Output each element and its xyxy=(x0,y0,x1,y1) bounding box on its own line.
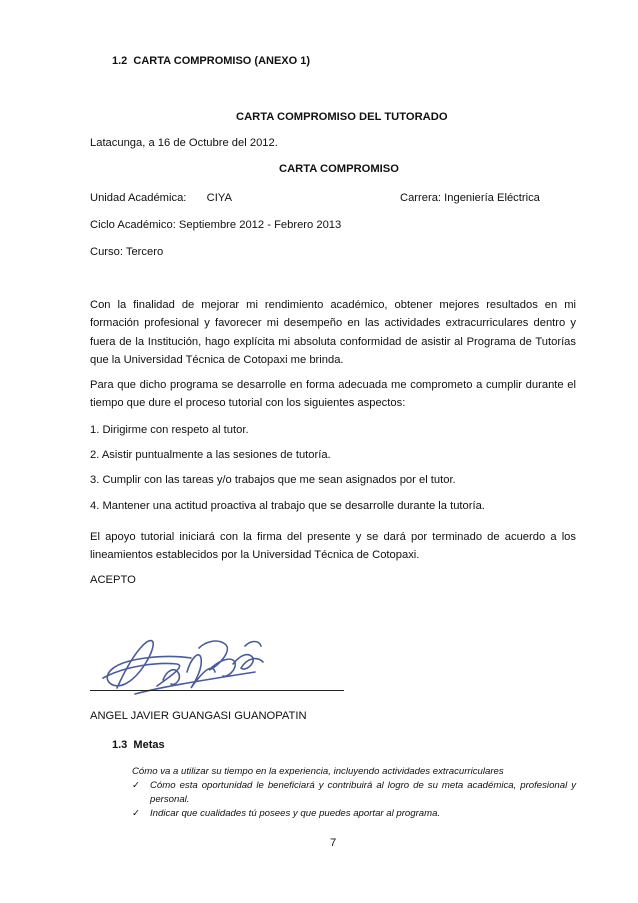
checkmark-icon: ✓ xyxy=(132,780,141,791)
list-item: 4. Mantener una actitud proactiva al trabajo que se desarrolle durante la tutoría. xyxy=(90,500,485,512)
list-item: 3. Cumplir con las tareas y/o trabajos que me sean asignados por el tutor. xyxy=(90,474,456,486)
section-1-3-heading xyxy=(112,736,165,754)
list-item: 2. Asistir puntualmente a las sesiones de tutoría. xyxy=(90,449,331,461)
carrera: Carrera: Ingeniería Eléctrica xyxy=(400,192,540,204)
list-item xyxy=(132,779,576,807)
section-1-2-heading xyxy=(112,52,310,70)
section-title: CARTA COMPROMISO (ANEXO 1) xyxy=(133,55,311,67)
section-number: 1.3 xyxy=(112,739,128,751)
list-item xyxy=(132,807,576,821)
paragraph-intro: Con la finalidad de mejorar mi rendimiento académico, obtener mejores resultados en mi formación profesional y favorecer mi desempeño en las actividades extracurriculares dentro y fuera de la Institución, hago explícita mi absoluta conformidad de asistir al Programa de Tutorías que la Universidad Técnica de Cotopaxi me brinda. xyxy=(90,299,576,367)
acepto-label: ACEPTO xyxy=(90,574,136,586)
signature-line xyxy=(90,690,344,691)
document-title: CARTA COMPROMISO DEL TUTORADO xyxy=(236,111,448,123)
ciclo-academico: Ciclo Académico: Septiembre 2012 - Febrero 2013 xyxy=(90,219,342,231)
metas-item-text: Cómo esta oportunidad le beneficiará y contribuirá al logro de su meta académica, profesional y personal. xyxy=(150,780,576,805)
paragraph-commitment: Para que dicho programa se desarrolle en forma adecuada me comprometo a cumplir durante el tiempo que dure el proceso tutorial con los siguientes aspectos: xyxy=(90,379,576,410)
page-number: 7 xyxy=(330,837,337,849)
unidad-value: CIYA xyxy=(206,192,232,204)
place-date: Latacunga, a 16 de Octubre del 2012. xyxy=(90,137,278,149)
checkmark-icon: ✓ xyxy=(132,808,141,819)
section-title: Metas xyxy=(133,739,165,751)
curso: Curso: Tercero xyxy=(90,246,164,258)
metas-item-text: Indicar que cualidades tú posees y que puedes aportar al programa. xyxy=(150,808,441,819)
list-item: 1. Dirigirme con respeto al tutor. xyxy=(90,424,249,436)
metas-intro: Cómo va a utilizar su tiempo en la experiencia, incluyendo actividades extracurriculares xyxy=(132,766,504,777)
paragraph-closing: El apoyo tutorial iniciará con la firma del presente y se dará por terminado de acuerdo a los lineamientos establecidos por la Universidad Técnica de Cotopaxi. xyxy=(90,531,576,562)
unidad-academica xyxy=(90,189,232,207)
document-subtitle: CARTA COMPROMISO xyxy=(279,163,399,175)
signer-name: ANGEL JAVIER GUANGASI GUANOPATIN xyxy=(90,710,307,722)
section-number: 1.2 xyxy=(112,55,128,67)
unidad-label: Unidad Académica: xyxy=(90,192,187,204)
